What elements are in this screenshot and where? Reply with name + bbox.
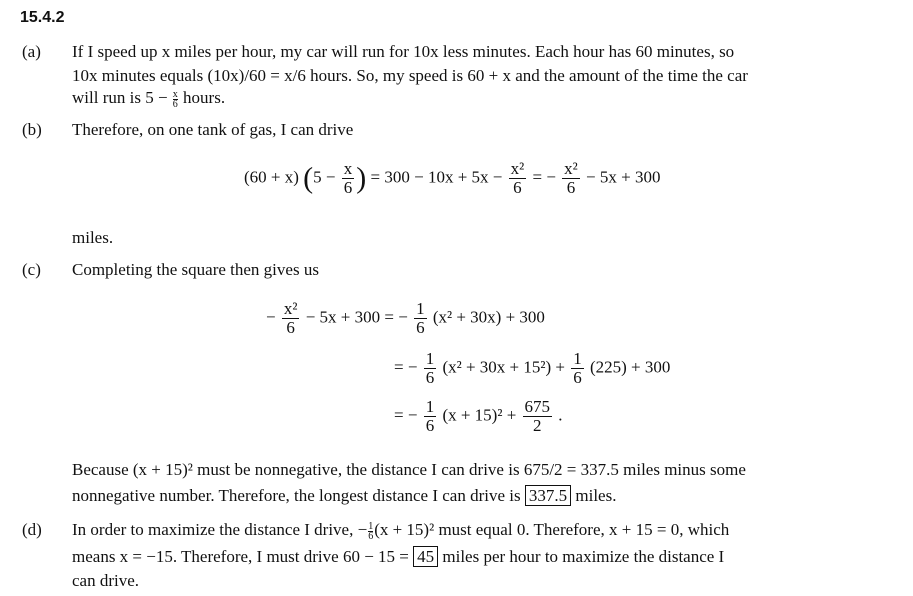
row-fraction-2 (414, 300, 427, 337)
answer-box-distance: 337.5 (525, 485, 571, 506)
equation-fraction-2 (562, 160, 580, 197)
part-d-line-2-pre: means x = −15. Therefore, I must drive 60 − 15 = (72, 547, 409, 566)
fraction-numerator: x (343, 159, 353, 178)
part-a-line-3-post: hours. (183, 88, 226, 107)
part-d-line-1 (72, 518, 897, 542)
fraction-numerator: 1 (425, 349, 435, 368)
completing-square-row-2 (394, 350, 670, 387)
fraction-numerator: x² (510, 159, 525, 178)
para-line-2-pre: nonnegative number. Therefore, the longest distance I can drive is (72, 486, 521, 505)
problem-number: 15.4.2 (20, 9, 65, 26)
equation-inner-pre: 5 − (313, 167, 336, 187)
part-c-para-line-1: Because (x + 15)² must be nonnegative, the distance I can drive is 675/2 = 337.5 miles minus some (72, 460, 746, 479)
equation-fraction-1 (509, 160, 527, 197)
fraction-denominator: 6 (172, 98, 178, 110)
fraction-numerator: x² (564, 159, 578, 178)
completing-square-row-1 (266, 300, 545, 337)
fraction-x-over-6 (173, 90, 178, 109)
equation-equals-neg: = − (532, 167, 556, 187)
fraction-denominator: 6 (286, 318, 295, 337)
fraction-denominator: 6 (513, 178, 522, 197)
completing-square-row-3 (394, 398, 563, 435)
row-fraction-1 (424, 398, 437, 435)
fraction-numerator: 1 (573, 349, 582, 368)
part-a-line-2: 10x minutes equals (10x)/60 = x/6 hours. So, my speed is 60 + x and the amount of the time the car (72, 66, 748, 85)
fraction-numerator: 1 (416, 299, 425, 318)
row-fraction-2 (571, 350, 584, 387)
fraction-numerator: x (172, 88, 178, 100)
equation-lhs: (60 + x) (244, 167, 299, 187)
answer-box-speed: 45 (413, 546, 438, 567)
part-c-intro: Completing the square then gives us (72, 260, 319, 279)
part-d-line-2-post: miles per hour to maximize the distance I (442, 547, 725, 566)
fraction-denominator: 2 (533, 416, 542, 435)
part-a-line-3 (72, 86, 897, 110)
part-b-intro: Therefore, on one tank of gas, I can drive (72, 120, 354, 139)
part-a-line-1: If I speed up x miles per hour, my car will run for 10x less minutes. Each hour has 60 minutes, so (72, 42, 735, 61)
row-tail: . (558, 405, 563, 425)
row-fraction-1 (282, 300, 300, 337)
part-d-label: (d) (22, 520, 42, 539)
part-b-after: miles. (72, 228, 114, 247)
row-middle: − 5x + 300 = − (305, 307, 408, 327)
part-c-para-line-2 (72, 484, 897, 508)
fraction-numerator: 1 (368, 520, 374, 532)
row-prefix: = − (394, 357, 418, 377)
part-a-line-3-pre: will run is 5 − (72, 88, 168, 107)
part-d-line-1-post: (x + 15)² must equal 0. Therefore, x + 15 = 0, which (374, 520, 730, 539)
fraction-denominator: 6 (343, 178, 353, 197)
row-fraction-2 (523, 398, 553, 435)
row-prefix: − (266, 307, 276, 327)
para-line-2-post: miles. (575, 486, 617, 505)
distance-equation: (60 + x) (5 − $\frac{x}{6}$ ) = 300 − 10x + 5x − $\frac{\text{x²}}{6}$ = − $\frac{\text{x²}}{6}$ − 5x + 300 (244, 159, 661, 197)
part-d-line-2 (72, 545, 897, 569)
row-fraction-1 (424, 350, 437, 387)
equation-tail: − 5x + 300 (586, 167, 661, 187)
part-c-label: (c) (22, 260, 41, 279)
fraction-denominator: 6 (425, 368, 435, 387)
part-a-label: (a) (22, 42, 41, 61)
fraction-denominator: 6 (566, 178, 576, 197)
row-prefix: = − (394, 405, 418, 425)
fraction-denominator: 6 (416, 318, 425, 337)
equation-fraction-inner (342, 160, 355, 197)
row-tail: (x² + 30x) + 300 (432, 307, 545, 327)
equation-middle: = 300 − 10x + 5x − (370, 167, 503, 187)
row-tail: (225) + 300 (589, 357, 671, 377)
part-d-line-1-pre: In order to maximize the distance I drive, − (72, 520, 368, 539)
fraction-numerator: x² (283, 299, 298, 318)
fraction-one-sixth (368, 522, 373, 541)
fraction-denominator: 6 (368, 530, 374, 542)
row-middle: (x² + 30x + 15²) + (442, 357, 565, 377)
row-middle: (x + 15)² + (442, 405, 517, 425)
fraction-denominator: 6 (573, 368, 582, 387)
fraction-denominator: 6 (425, 416, 435, 435)
part-b-label: (b) (22, 120, 42, 139)
fraction-numerator: 675 (524, 397, 551, 416)
fraction-numerator: 1 (425, 397, 435, 416)
part-d-line-3: can drive. (72, 571, 140, 590)
